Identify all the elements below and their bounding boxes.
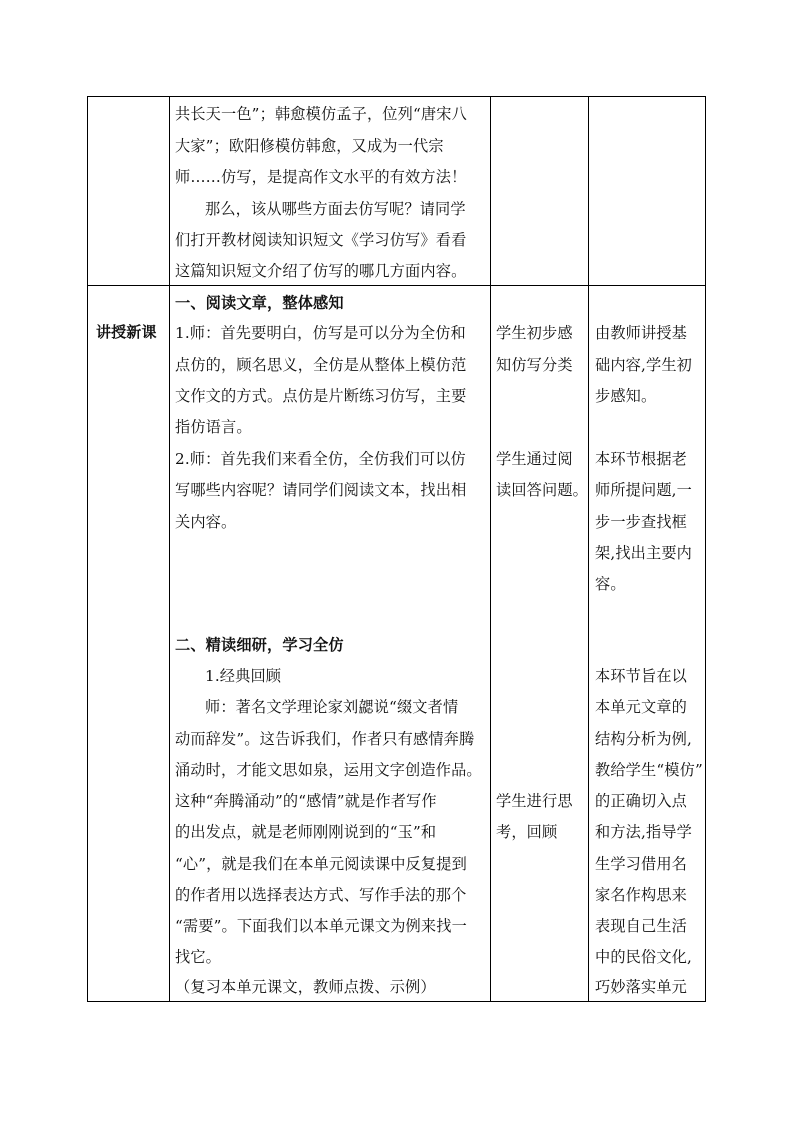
teacher-text: 涌动时，才能文思如泉，运用文字创造作品。 <box>175 761 482 779</box>
teacher-text: 点仿的，顾名思义，全仿是从整体上模仿范 <box>175 356 467 374</box>
design-intent: 师所提问题,一 <box>595 481 693 499</box>
intro-line: 那么，该从哪些方面去仿写呢？请同学 <box>205 200 466 218</box>
design-intent: 教给学生“模仿” <box>595 761 703 779</box>
column-divider <box>588 97 589 1001</box>
intro-line: 大家”；欧阳修模仿韩愈，又成为一代宗 <box>175 137 444 155</box>
intro-line: 共长天一色”；韩愈模仿孟子，位列“唐宋八 <box>175 105 467 123</box>
teacher-text: 文作文的方式。点仿是片断练习仿写，主要 <box>175 387 467 405</box>
design-intent: 和方法,指导学 <box>595 823 693 841</box>
teacher-text: 2.师：首先我们来看全仿，全仿我们可以仿 <box>175 450 466 468</box>
row-divider <box>88 285 705 286</box>
design-intent: 生学习借用名 <box>595 855 688 873</box>
column-divider <box>490 97 491 1001</box>
intro-line: 师……仿写，是提高作文水平的有效方法！ <box>175 168 467 186</box>
teacher-text: 1.师：首先要明白，仿写是可以分为全仿和 <box>175 324 466 342</box>
student-activity: 学生进行思 <box>496 792 573 810</box>
section-heading: 一、阅读文章，整体感知 <box>175 294 344 312</box>
design-intent: 架,找出主要内 <box>595 544 693 562</box>
design-intent: 中的民俗文化, <box>595 948 693 966</box>
student-activity: 考，回顾 <box>496 823 558 841</box>
design-intent: 本环节旨在以 <box>595 667 688 685</box>
design-intent: 的正确切入点 <box>595 792 688 810</box>
teacher-text: 动而辞发”。这告诉我们，作者只有感情奔腾 <box>175 730 475 748</box>
design-intent: 由教师讲授基 <box>595 324 688 342</box>
teacher-text: 写哪些内容呢？请同学们阅读文本，找出相 <box>175 481 467 499</box>
lesson-plan-table <box>87 96 706 1002</box>
design-intent: 步感知。 <box>595 387 657 405</box>
design-intent: 础内容,学生初 <box>595 356 693 374</box>
student-activity: 读回答问题。 <box>496 481 589 499</box>
design-intent: 结构分析为例, <box>595 730 693 748</box>
student-activity: 学生通过阅 <box>496 450 573 468</box>
design-intent: 步一步查找框 <box>595 513 688 531</box>
student-activity: 学生初步感 <box>496 324 573 342</box>
intro-line: 这篇知识短文介绍了仿写的哪几方面内容。 <box>175 262 467 280</box>
teacher-text: “心”，就是我们在本单元阅读课中反复提到 <box>175 855 467 873</box>
teacher-text: 这种“奔腾涌动”的“感情”就是作者写作 <box>175 792 437 810</box>
intro-line: 们打开教材阅读知识短文《学习仿写》看看 <box>175 231 467 249</box>
design-intent: 家名作构思来 <box>595 886 688 904</box>
stage-label: 讲授新课 <box>96 323 157 341</box>
design-intent: 巧妙落实单元 <box>595 978 688 996</box>
teacher-text: 关内容。 <box>175 513 237 531</box>
teacher-text: 的出发点，就是老师刚刚说到的“玉”和 <box>175 823 437 841</box>
teacher-text: 找它。 <box>175 948 222 966</box>
teacher-text: “需要”。下面我们以本单元课文为例来找一 <box>175 917 467 935</box>
design-intent: 容。 <box>595 575 626 593</box>
design-intent: 本环节根据老 <box>595 450 688 468</box>
student-activity: 知仿写分类 <box>496 356 573 374</box>
teacher-text: 的作者用以选择表达方式、写作手法的那个 <box>175 886 467 904</box>
teacher-text: 指仿语言。 <box>175 418 252 436</box>
column-divider <box>169 97 170 1001</box>
subheading: 1.经典回顾 <box>205 667 282 685</box>
design-intent: 表现自己生活 <box>595 917 688 935</box>
teacher-text: 师：著名文学理论家刘勰说“缀文者情 <box>205 698 459 716</box>
teacher-text: （复习本单元课文，教师点拨、示例） <box>175 978 436 996</box>
section-heading: 二、精读细研，学习全仿 <box>175 636 344 654</box>
design-intent: 本单元文章的 <box>595 698 688 716</box>
